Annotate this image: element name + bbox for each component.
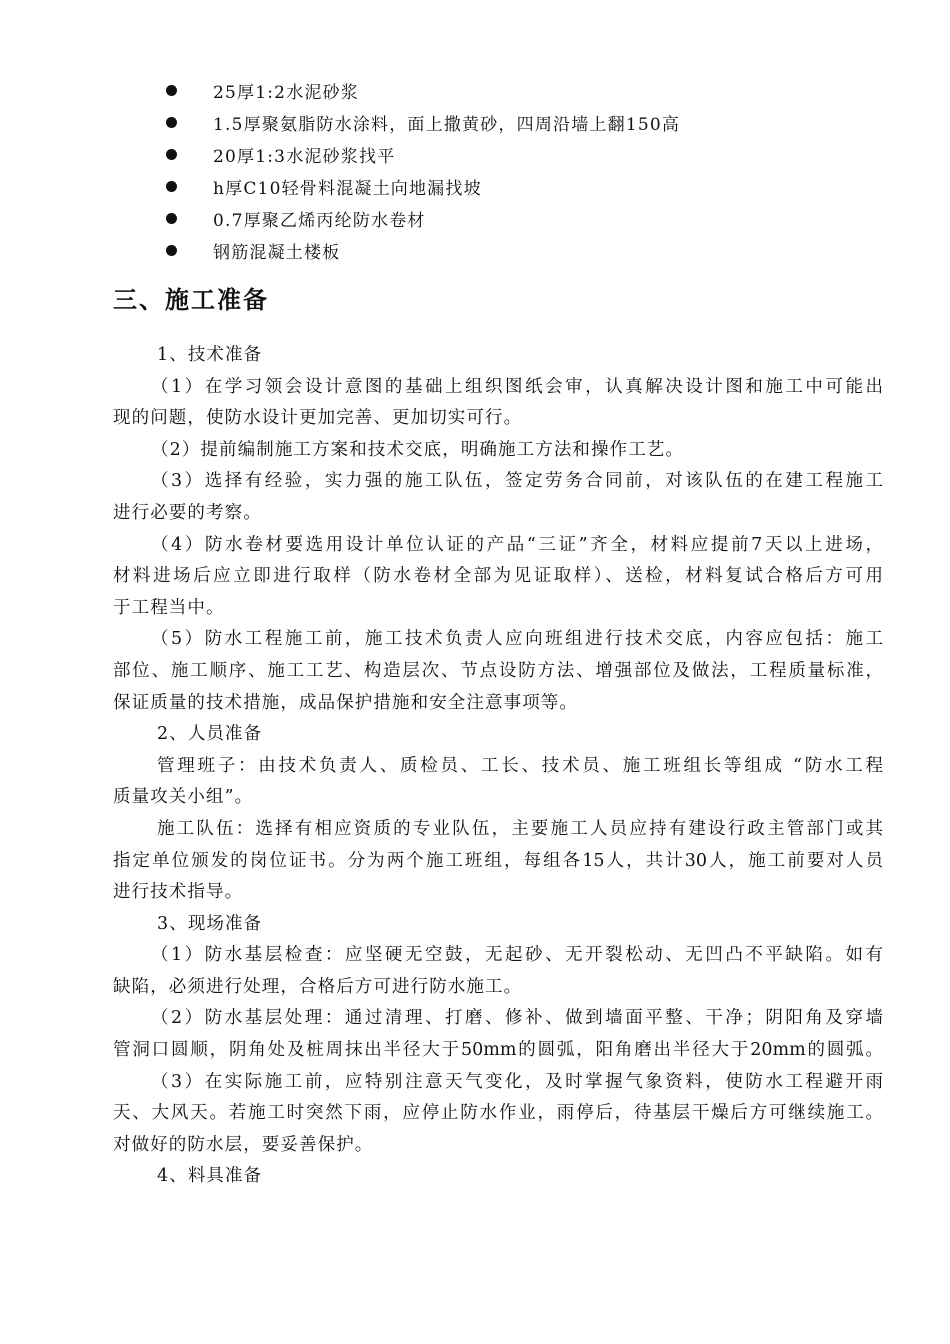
bullet-list (0, 76, 950, 268)
paragraph-line: 缺陷，必须进行处理，合格后方可进行防水施工。 (113, 976, 523, 997)
list-item-text: 25厚1:2水泥砂浆 (213, 83, 359, 103)
bullet-dot-icon (166, 117, 177, 128)
list-item-text: 1.5厚聚氨脂防水涂料，面上撒黄砂，四周沿墙上翻150高 (213, 115, 681, 135)
paragraph-line: 指定单位颁发的岗位证书。分为两个施工班组，每组各15人，共计30人，施工前要对人员 (113, 850, 883, 871)
paragraph-line: （2）防水基层处理：通过清理、打磨、修补、做到墙面平整、干净；阴阳角及穿墙 (151, 1008, 883, 1029)
paragraph-line: 进行技术指导。 (113, 882, 244, 903)
list-item (0, 108, 950, 140)
paragraph-line: 部位、施工顺序、施工工艺、构造层次、节点设防方法、增强部位及做法，工程质量标准， (113, 660, 883, 681)
paragraph-line: 保证质量的技术措施，成品保护措施和安全注意事项等。 (113, 692, 578, 713)
paragraph-line: 施工队伍：选择有相应资质的专业队伍，主要施工人员应持有建设行政主管部门或其 (157, 818, 883, 839)
paragraph-line: 进行必要的考察。 (113, 502, 262, 523)
list-item (0, 204, 950, 236)
paragraph-line: 对做好的防水层，要妥善保护。 (113, 1134, 374, 1155)
list-item (0, 140, 950, 172)
paragraph-line: （4）防水卷材要选用设计单位认证的产品“三证”齐全，材料应提前7天以上进场， (151, 534, 883, 555)
list-item (0, 172, 950, 204)
paragraph-line: （1）在学习领会设计意图的基础上组织图纸会审，认真解决设计图和施工中可能出 (151, 376, 883, 397)
list-item-text: 20厚1:3水泥砂浆找平 (213, 147, 396, 167)
paragraph-line: （2）提前编制施工方案和技术交底，明确施工方法和操作工艺。 (151, 439, 685, 460)
subsection-heading: 2、人员准备 (157, 724, 263, 745)
section-heading: 三、施工准备 (113, 286, 269, 314)
paragraph-line: 材料进场后应立即进行取样（防水卷材全部为见证取样）、送检，材料复试合格后方可用 (113, 566, 883, 587)
subsection-heading: 3、现场准备 (157, 913, 263, 934)
paragraph-line: 天、大风天。若施工时突然下雨，应停止防水作业，雨停后，待基层干燥后方可继续施工。 (113, 1103, 883, 1124)
bullet-dot-icon (166, 85, 177, 96)
paragraph-line: （3）在实际施工前，应特别注意天气变化，及时掌握气象资料，使防水工程避开雨 (151, 1071, 883, 1092)
subsection-heading: 4、料具准备 (157, 1166, 263, 1187)
body-text (113, 340, 883, 1193)
paragraph-line: 质量攻关小组”。 (113, 787, 254, 808)
paragraph-line: 现的问题，使防水设计更加完善、更加切实可行。 (113, 408, 523, 429)
bullet-dot-icon (166, 245, 177, 256)
list-item-text: 钢筋混凝土楼板 (213, 243, 341, 263)
paragraph-line: 于工程当中。 (113, 597, 225, 618)
paragraph-line: （1）防水基层检查：应坚硬无空鼓，无起砂、无开裂松动、无凹凸不平缺陷。如有 (151, 945, 883, 966)
paragraph-line: 管理班子：由技术负责人、质检员、工长、技术员、施工班组长等组成 “防水工程 (157, 755, 883, 776)
list-item (0, 236, 950, 268)
list-item-text: 0.7厚聚乙烯丙纶防水卷材 (213, 211, 426, 231)
paragraph-line: 管洞口圆顺，阴角处及桩周抹出半径大于50mm的圆弧，阳角磨出半径大于20mm的圆弧。 (113, 1040, 883, 1061)
list-item (0, 76, 950, 108)
bullet-dot-icon (166, 213, 177, 224)
bullet-dot-icon (166, 149, 177, 160)
bullet-dot-icon (166, 181, 177, 192)
paragraph-line: （3）选择有经验，实力强的施工队伍，签定劳务合同前，对该队伍的在建工程施工 (151, 471, 883, 492)
subsection-heading: 1、技术准备 (157, 345, 263, 365)
list-item-text: h厚C10轻骨料混凝土向地漏找坡 (213, 179, 482, 199)
paragraph-line: （5）防水工程施工前，施工技术负责人应向班组进行技术交底，内容应包括：施工 (151, 629, 883, 650)
